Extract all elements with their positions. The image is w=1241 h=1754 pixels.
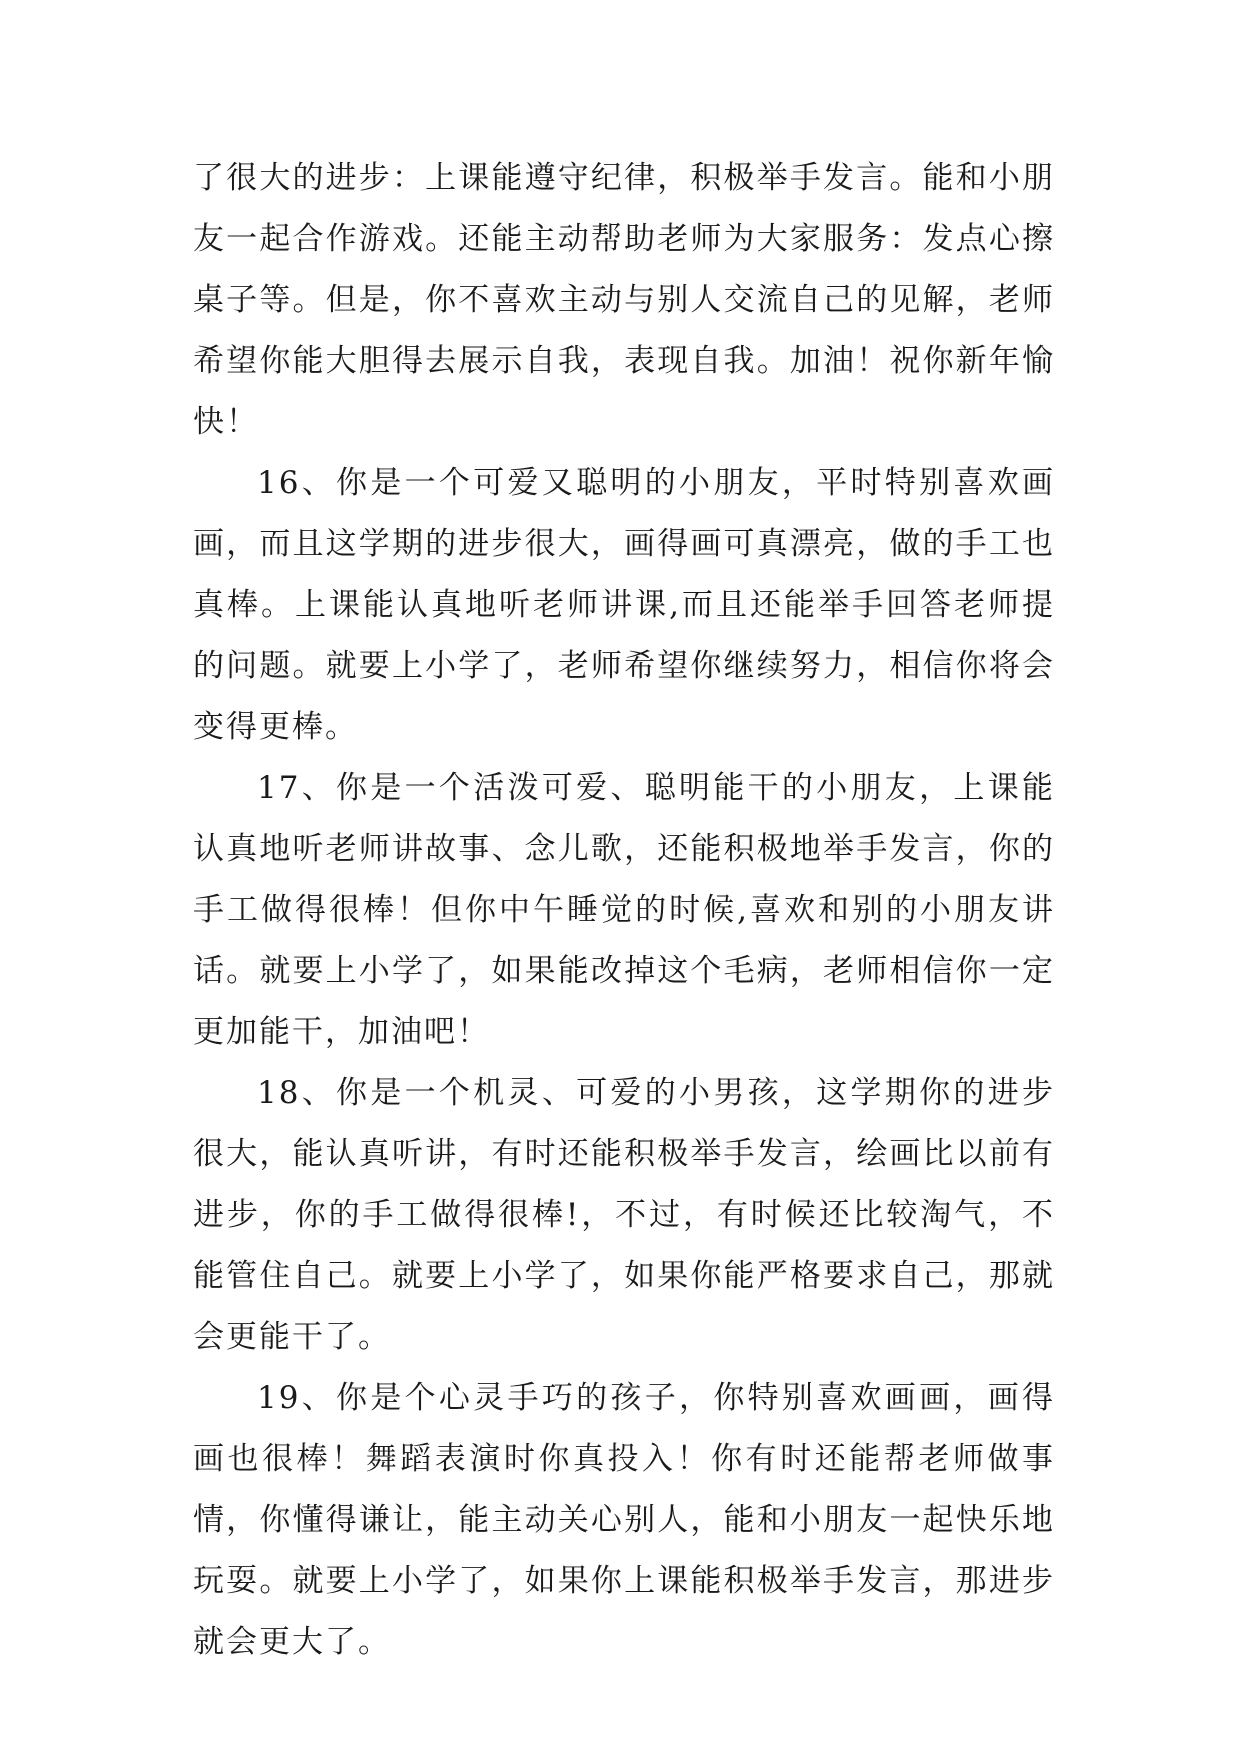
paragraph-18: 18、你是一个机灵、可爱的小男孩，这学期你的进步很大，能认真听讲，有时还能积极举手发言，绘画比以前有进步，你的手工做得很棒!，不过，有时候还比较淘气，不能管住自己。就要上小学了，如果你能严格要求自己，那就会更能干了。 bbox=[193, 1075, 1055, 1355]
document-body bbox=[193, 148, 1055, 1673]
paragraph-19: 19、你是个心灵手巧的孩子，你特别喜欢画画，画得画也很棒！舞蹈表演时你真投入！你有时还能帮老师做事情，你懂得谦让，能主动关心别人，能和小朋友一起快乐地玩耍。就要上小学了，如果你上课能积极举手发言，那进步就会更大了。 bbox=[193, 1380, 1055, 1660]
paragraph-17: 17、你是一个活泼可爱、聪明能干的小朋友，上课能认真地听老师讲故事、念儿歌，还能积极地举手发言，你的手工做得很棒！但你中午睡觉的时候,喜欢和别的小朋友讲话。就要上小学了，如果能改掉这个毛病，老师相信你一定更加能干，加油吧！ bbox=[193, 770, 1055, 1050]
paragraph-continuation: 了很大的进步：上课能遵守纪律，积极举手发言。能和小朋友一起合作游戏。还能主动帮助老师为大家服务：发点心擦桌子等。但是，你不喜欢主动与别人交流自己的见解，老师希望你能大胆得去展示自我，表现自我。加油！祝你新年愉快！ bbox=[193, 160, 1055, 440]
paragraph-16: 16、你是一个可爱又聪明的小朋友，平时特别喜欢画画，而且这学期的进步很大，画得画可真漂亮，做的手工也真棒。上课能认真地听老师讲课,而且还能举手回答老师提的问题。就要上小学了，老师希望你继续努力，相信你将会变得更棒。 bbox=[193, 465, 1055, 745]
